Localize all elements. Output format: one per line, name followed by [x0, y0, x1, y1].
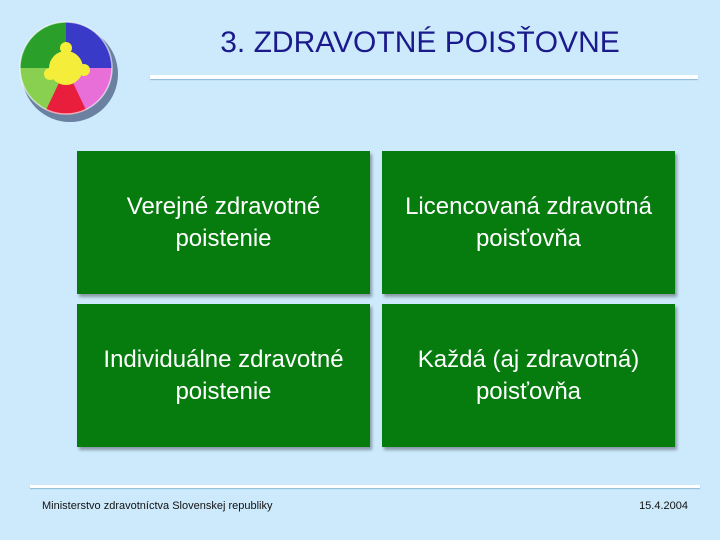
box-public-health-insurance — [77, 151, 370, 294]
title-divider — [150, 75, 698, 79]
box-label: Každá (aj zdravotná) poisťovňa — [417, 345, 640, 405]
box-label: Licencovaná zdravotná poisťovňa — [405, 192, 652, 252]
box-label: Verejné zdravotné poistenie — [126, 192, 321, 252]
box-any-insurer — [382, 304, 675, 447]
box-label: Individuálne zdravotné poistenie — [103, 345, 344, 405]
slide-title: 3. ZDRAVOTNÉ POISŤOVNE — [220, 26, 620, 59]
box-individual-health-insurance — [77, 304, 370, 447]
footer-divider — [30, 485, 700, 488]
puzzle-logo-icon — [12, 14, 124, 126]
footer-date: 15.4.2004 — [639, 500, 688, 512]
box-licensed-insurer — [382, 151, 675, 294]
footer-organization: Ministerstvo zdravotníctva Slovenskej republiky — [42, 500, 273, 512]
